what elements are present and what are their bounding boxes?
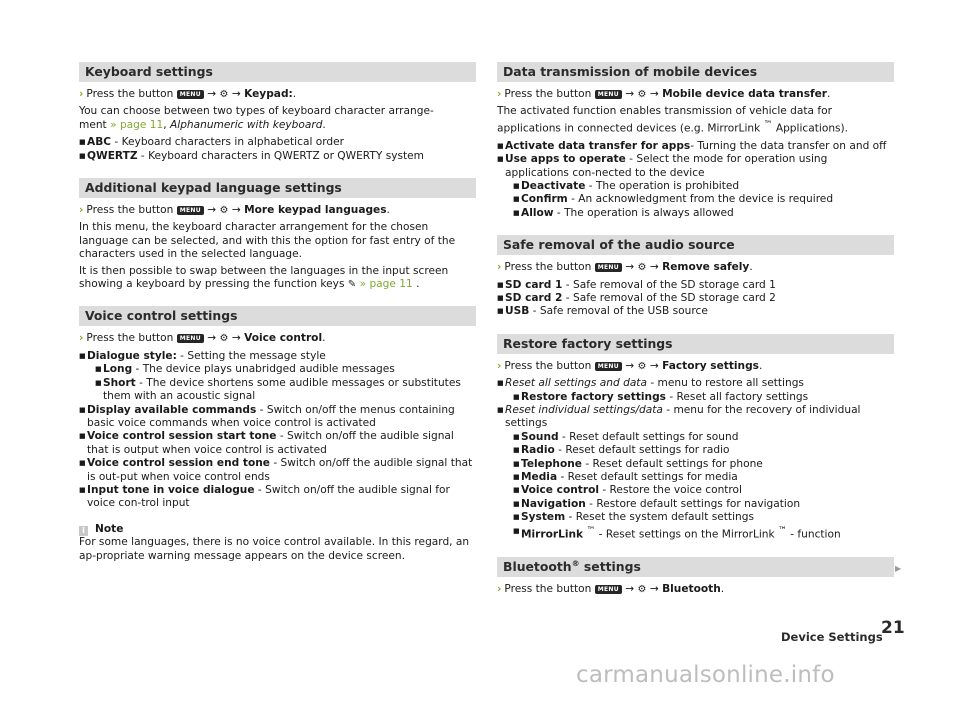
instruction-step: › Press the button MENU → ⚙ → Factory settings. — [497, 359, 763, 372]
list-item: ■ ABC - Keyboard characters in alphabetical order — [79, 136, 476, 149]
list-item: ■ Dialogue style: - Setting the message style ■ Long - The device plays unabridged audible messages ■ Short - The device shortens some audible messages or substitutes them with an acoustic signal — [79, 350, 476, 404]
section-title-keyboard-settings: Keyboard settings — [79, 62, 476, 82]
section-title-keypad-languages: Additional keypad language settings — [79, 178, 476, 198]
settings-gear-icon: ⚙ — [219, 333, 229, 345]
list-item: ■ Voice control - Restore the voice control — [513, 484, 894, 497]
settings-gear-icon: ⚙ — [637, 360, 647, 372]
function-key-icon: ✎ — [347, 279, 357, 291]
list-item: ■ Display available commands - Switch on/off the menus containing basic voice commands when voice control is activated — [79, 404, 476, 431]
settings-gear-icon: ⚙ — [219, 89, 229, 100]
sub-list — [505, 431, 894, 542]
factory-settings-list — [497, 377, 894, 541]
step-arrow-icon: › — [497, 88, 502, 100]
section-title-bluetooth: Bluetooth® settings — [497, 557, 894, 577]
step-arrow-icon: › — [79, 332, 84, 345]
list-item: ■ Reset individual settings/data - menu for the recovery of individual settings ■ Sound - Reset default settings for sound ■ Radio - Reset default settings for radio ■ Telephone - Reset default settings for phone ■ Media - Reset default settings for media ■ Voice control - Restore the voice control ■ Navigation - Restore default settings for navigation ■ System - Reset the system default settings ■ MirrorLink ™ - Reset settings on the MirrorLink ™ - function — [497, 404, 894, 542]
list-item: ■ SD card 2 - Safe removal of the SD storage card 2 — [497, 292, 894, 305]
note-text: For some languages, there is no voice control available. In this regard, an ap-propriate warning message appears on the device screen. — [79, 536, 470, 562]
sub-list — [87, 363, 476, 403]
instruction-step: › Press the button MENU → ⚙ → Remove safely. — [497, 261, 753, 274]
list-item: ■ System - Reset the system default settings — [513, 511, 894, 524]
section-title-factory-settings: Restore factory settings — [497, 334, 894, 354]
menu-button-icon: MENU — [177, 334, 204, 343]
continue-arrow-icon: ▶ — [895, 564, 902, 573]
instruction-step: › Press the button MENU → ⚙ → Mobile device data transfer. — [497, 88, 831, 100]
safe-removal-list — [497, 279, 894, 319]
sub-list — [505, 391, 894, 404]
page-link[interactable]: » page 11 — [110, 118, 164, 131]
list-item: ■ Allow - The operation is always allowed — [513, 207, 894, 220]
list-item: ■ QWERTZ - Keyboard characters in QWERTZ or QWERTY system — [79, 150, 476, 163]
paragraph: It is then possible to swap between the languages in the input screen showing a keyboard by pressing the function keys ✎ » page 11 . — [79, 264, 449, 291]
footer-section-title: Device Settings — [781, 630, 883, 644]
list-item: ■ Input tone in voice dialogue - Switch on/off the audible signal for voice con-trol input — [79, 484, 476, 511]
note-heading: i Note — [79, 523, 476, 536]
step-arrow-icon: › — [497, 582, 502, 595]
keyboard-option-list — [79, 136, 476, 163]
instruction-step: › Press the button MENU → ⚙ → More keypad languages. — [79, 204, 390, 217]
list-item: ■ Deactivate - The operation is prohibited — [513, 180, 894, 193]
list-item: ■ Short - The device shortens some audible messages or substitutes them with an acoustic signal — [95, 377, 476, 404]
settings-gear-icon: ⚙ — [637, 583, 647, 595]
list-item: ■ Long - The device plays unabridged audible messages — [95, 363, 476, 376]
watermark: carmanualsonline.info — [576, 662, 835, 688]
list-item: ■ Restore factory settings - Reset all factory settings — [513, 391, 894, 404]
voice-settings-list — [79, 350, 476, 511]
list-item: ■ Voice control session end tone - Switch on/off the audible signal that is out-put when voice control ends — [79, 457, 476, 484]
paragraph: The activated function enables transmission of vehicle data for applications in connected devices (e.g. MirrorLink ™ Applications). — [497, 105, 849, 135]
instruction-step: › Press the button MENU → ⚙ → Voice control. — [79, 332, 326, 345]
instruction-step: › Press the button MENU → ⚙ → Keypad:. — [79, 88, 297, 100]
paragraph: In this menu, the keyboard character arrangement for the chosen language can be selected, and with this the option for fast entry of the characters used in the selected language. — [79, 221, 456, 261]
settings-gear-icon: ⚙ — [219, 205, 229, 217]
list-item: ■ Reset all settings and data - menu to restore all settings ■ Restore factory settings - Reset all factory settings — [497, 377, 894, 404]
section-title-data-transmission: Data transmission of mobile devices — [497, 62, 894, 82]
step-arrow-icon: › — [497, 261, 502, 274]
list-item: ■ Media - Reset default settings for media — [513, 471, 894, 484]
menu-button-icon: MENU — [177, 206, 204, 215]
list-item: ■ Activate data transfer for apps- Turning the data transfer on and off — [497, 140, 894, 153]
list-item: ■ Radio - Reset default settings for radio — [513, 444, 894, 457]
list-item: ■ MirrorLink ™ - Reset settings on the MirrorLink ™ - function — [513, 525, 894, 542]
step-arrow-icon: › — [79, 204, 84, 217]
step-arrow-icon: › — [79, 88, 84, 100]
instruction-step: › Press the button MENU → ⚙ → Bluetooth. — [497, 582, 725, 595]
sub-list — [505, 180, 894, 220]
left-column — [79, 62, 476, 566]
list-item: ■ Confirm - An acknowledgment from the device is required — [513, 193, 894, 206]
info-icon: i — [79, 526, 88, 536]
menu-button-icon: MENU — [595, 585, 622, 594]
list-item: ■ Sound - Reset default settings for sound — [513, 431, 894, 444]
list-item: ■ Telephone - Reset default settings for phone — [513, 458, 894, 471]
list-item: ■ Use apps to operate - Select the mode for operation using applications con-nected to the device ■ Deactivate - The operation is prohibited ■ Confirm - An acknowledgment from the device is required ■ Allow - The operation is always allowed — [497, 153, 894, 220]
data-transfer-list — [497, 140, 894, 220]
list-item: ■ Navigation - Restore default settings for navigation — [513, 498, 894, 511]
settings-gear-icon: ⚙ — [637, 89, 647, 100]
list-item: ■ SD card 1 - Safe removal of the SD storage card 1 — [497, 279, 894, 292]
paragraph: You can choose between two types of keyboard character arrange- ment » page 11, Alphanumeric with keyboard. — [79, 105, 434, 131]
menu-button-icon: MENU — [595, 263, 622, 272]
page-number: 21 — [881, 618, 905, 638]
page-link[interactable]: » page 11 — [359, 278, 413, 291]
right-column — [497, 62, 894, 600]
section-title-safe-removal: Safe removal of the audio source — [497, 235, 894, 255]
menu-button-icon: MENU — [595, 362, 622, 371]
section-title-voice-control: Voice control settings — [79, 306, 476, 326]
settings-gear-icon: ⚙ — [637, 262, 647, 274]
step-arrow-icon: › — [497, 359, 502, 372]
menu-button-icon: MENU — [177, 90, 204, 99]
list-item: ■ Voice control session start tone - Switch on/off the audible signal that is output when voice control is activated — [79, 430, 476, 457]
menu-button-icon: MENU — [595, 90, 622, 99]
list-item: ■ USB - Safe removal of the USB source — [497, 305, 894, 318]
